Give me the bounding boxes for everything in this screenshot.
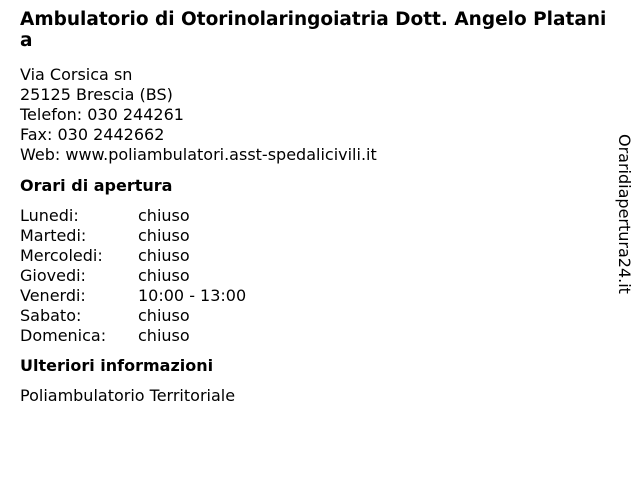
day-hours: 10:00 - 13:00: [138, 286, 247, 305]
day-hours: chiuso: [138, 266, 190, 285]
day-label: Domenica:: [20, 326, 107, 345]
hours-row-monday: [20, 206, 610, 226]
hours-row-saturday: [20, 306, 610, 326]
website-link[interactable]: Web: www.poliambulatori.asst-spedalicivili.it: [20, 145, 377, 164]
day-hours: chiuso: [138, 246, 190, 265]
day-label: Martedi:: [20, 226, 87, 245]
business-title: Ambulatorio di Otorinolaringoiatria Dott. Angelo Platania: [20, 9, 607, 51]
day-label: Giovedi:: [20, 266, 86, 285]
info-heading: Ulteriori informazioni: [20, 356, 214, 375]
address-city: 25125 Brescia (BS): [20, 85, 173, 104]
hours-row-friday: [20, 286, 610, 306]
hours-row-tuesday: [20, 226, 610, 246]
day-label: Lunedi:: [20, 206, 79, 225]
address-block: [20, 65, 610, 165]
day-hours: chiuso: [138, 206, 190, 225]
day-label: Sabato:: [20, 306, 82, 325]
brand-watermark: Oraridiapertura24.it: [615, 134, 634, 294]
day-label: Mercoledi:: [20, 246, 103, 265]
hours-heading: Orari di apertura: [20, 176, 173, 195]
info-text: Poliambulatorio Territoriale: [20, 386, 236, 405]
hours-row-wednesday: [20, 246, 610, 266]
hours-row-thursday: [20, 266, 610, 286]
day-hours: chiuso: [138, 326, 190, 345]
hours-row-sunday: [20, 326, 610, 346]
fax-number: Fax: 030 2442662: [20, 125, 165, 144]
business-card: [20, 9, 610, 406]
hours-table: [20, 206, 610, 346]
day-hours: chiuso: [138, 226, 190, 245]
day-hours: chiuso: [138, 306, 190, 325]
address-street: Via Corsica sn: [20, 65, 133, 84]
day-label: Venerdi:: [20, 286, 86, 305]
phone-number: Telefon: 030 244261: [20, 105, 184, 124]
